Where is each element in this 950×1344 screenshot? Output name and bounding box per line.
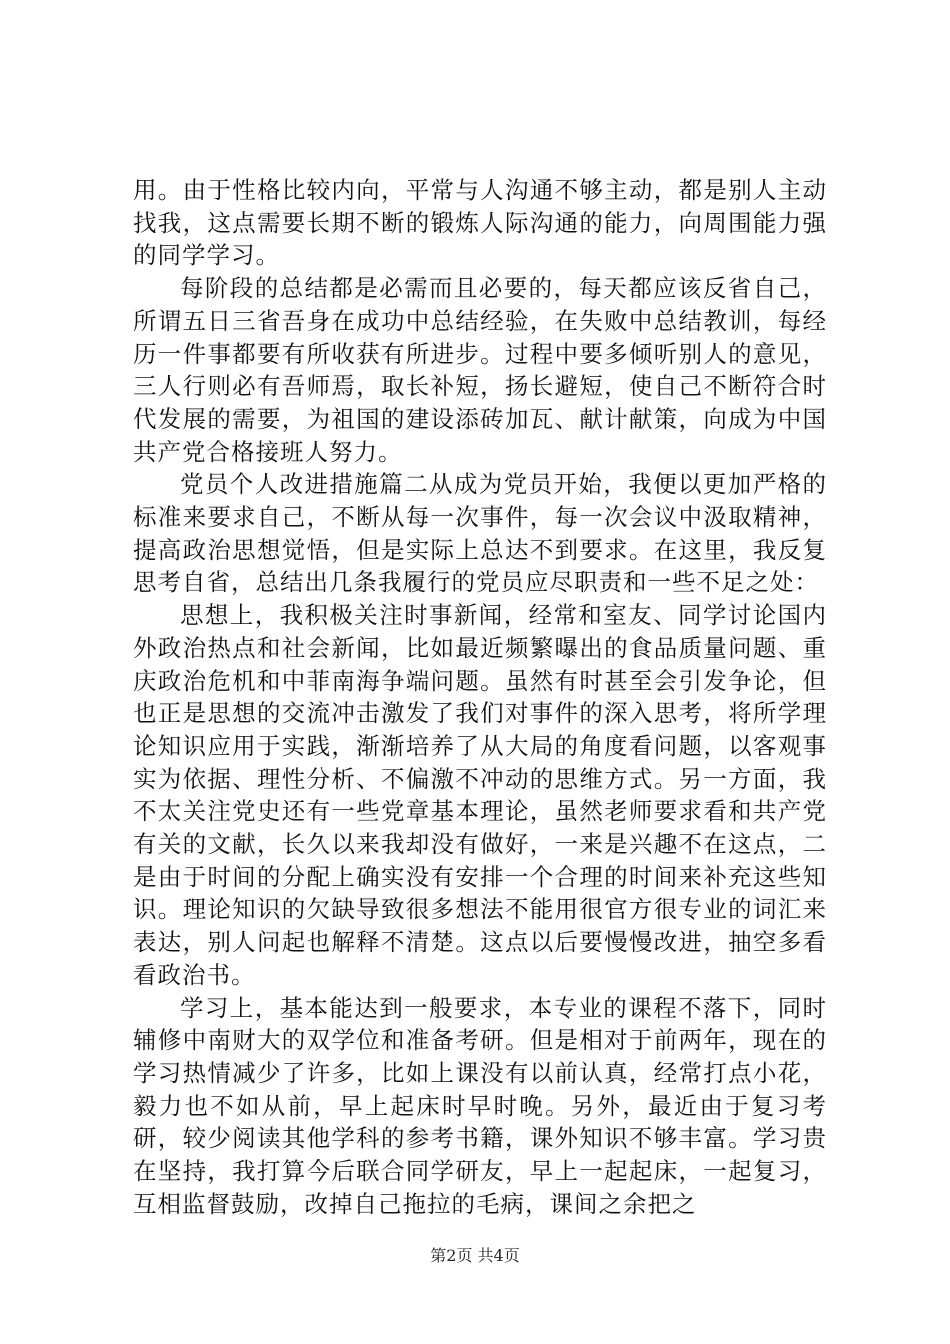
paragraph-summary: 每阶段的总结都是必需而且必要的，每天都应该反省自己，所谓五日三省吾身在成功中总结经验，在失败中总结教训，每经历一件事都要有所收获有所进步。过程中要多倾听别人的意见，三人行则必有吾师焉，取长补短，扬长避短，使自己不断符合时代发展的需要，为祖国的建设添砖加瓦、献计献策，向成为中国共产党合格接班人努力。 bbox=[133, 274, 827, 466]
paragraph-study: 学习上，基本能达到一般要求，本专业的课程不落下，同时辅修中南财大的双学位和准备考研。但是相对于前两年，现在的学习热情减少了许多，比如上课没有以前认真，经常打点小花，毅力也不如从前，早上起床时早时晚。另外，最近由于复习考研，较少阅读其他学科的参考书籍，课外知识不够丰富。学习贵在坚持，我打算今后联合同学研友，早上一起起床，一起复习，互相监督鼓励，改掉自己拖拉的毛病，课间之余把之 bbox=[133, 993, 827, 1218]
page-number-footer: 第2页 共4页 bbox=[430, 1246, 520, 1265]
paragraph-thought: 思想上，我积极关注时事新闻，经常和室友、同学讨论国内外政治热点和社会新闻，比如最近频繁曝出的食品质量问题、重庆政治危机和中菲南海争端问题。虽然有时甚至会引发争论，但也正是思想的交流冲击激发了我们对事件的深入思考，将所学理论知识应用于实践，渐渐培养了从大局的角度看问题，以客观事实为依据、理性分析、不偏激不冲动的思维方式。另一方面，我不太关注党史还有一些党章基本理论，虽然老师要求看和共产党有关的文献，长久以来我却没有做好，一来是兴趣不在这点，二是由于时间的分配上确实没有安排一个合理的时间来补充这些知识。理论知识的欠缺导致很多想法不能用很官方很专业的词汇来表达，别人问起也解释不清楚。这点以后要慢慢改进，抽空多看看政治书。 bbox=[133, 601, 827, 989]
paragraph-part-two-intro: 党员个人改进措施篇二从成为党员开始，我便以更加严格的标准来要求自己，不断从每一次事件，每一次会议中汲取精神，提高政治思想觉悟，但是实际上总达不到要求。在这里，我反复思考自省，总结出几条我履行的党员应尽职责和一些不足之处： bbox=[133, 470, 827, 597]
paragraph-continued: 用。由于性格比较内向，平常与人沟通不够主动，都是别人主动找我，这点需要长期不断的锻炼人际沟通的能力，向周围能力强的同学学习。 bbox=[133, 176, 827, 270]
document-body bbox=[133, 174, 827, 1221]
